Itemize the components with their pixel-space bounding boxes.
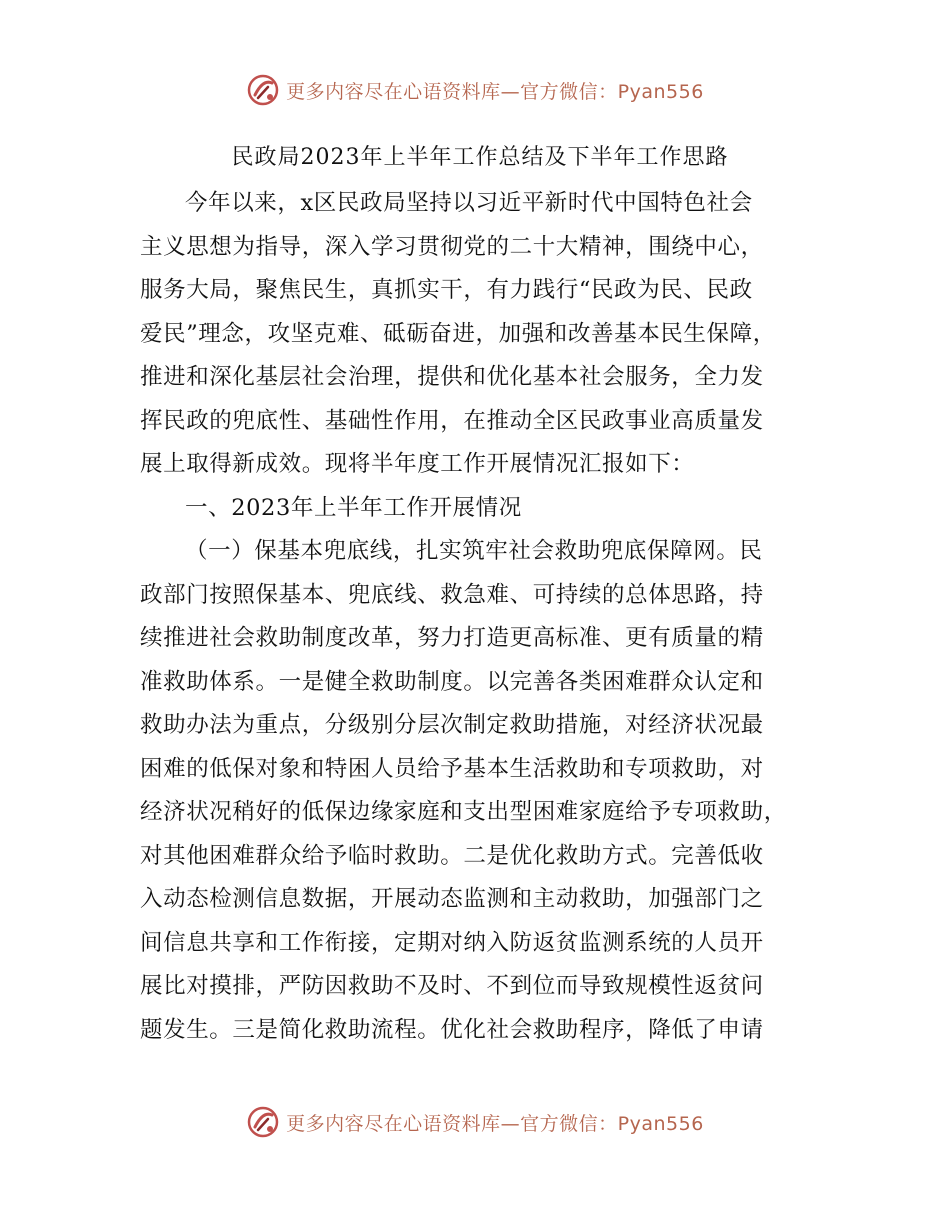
paragraph-line: 挥民政的兜底性、基础性作用，在推动全区民政事业高质量发	[140, 407, 764, 434]
paragraph-line: 主义思想为指导，深入学习贯彻党的二十大精神，围绕中心，	[140, 233, 764, 260]
paragraph-line: 展比对摸排，严防因救助不及时、不到位而导致规模性返贫问	[140, 973, 764, 999]
paragraph-line: 政部门按照保基本、兜底线、救急难、可持续的总体思路，持	[140, 581, 764, 608]
paragraph-line: 准救助体系。一是健全救助制度。以完善各类困难群众认定和	[140, 668, 764, 695]
paragraph-line: 服务大局，聚焦民生，真抓实干，有力践行“民政为民、民政	[140, 277, 753, 303]
document-body	[140, 138, 820, 1052]
paragraph-line: 推进和深化基层社会治理，提供和优化基本社会服务，全力发	[140, 364, 764, 390]
document-title: 民政局2023年上半年工作总结及下半年工作思路	[231, 145, 729, 170]
paragraph-line: 困难的低保对象和特困人员给予基本生活救助和专项救助，对	[140, 755, 764, 782]
paragraph-line: 展上取得新成效。现将半年度工作开展情况汇报如下：	[140, 451, 695, 477]
section-heading: 一、2023年上半年工作开展情况	[185, 494, 522, 521]
paragraph-line: 经济状况稍好的低保边缘家庭和支出型困难家庭给予专项救助，	[140, 799, 787, 825]
red-seal-logo-icon	[246, 73, 280, 107]
paragraph-line: 爱民”理念，攻坚克难、砥砺奋进，加强和改善基本民生保障，	[140, 320, 776, 347]
paragraph-line: 题发生。三是简化救助流程。优化社会救助程序，降低了申请	[140, 1016, 764, 1043]
paragraph-line: （一）保基本兜底线，扎实筑牢社会救助兜底保障网。民	[185, 538, 763, 564]
paragraph-line: 今年以来，x区民政局坚持以习近平新时代中国特色社会	[185, 190, 753, 216]
footer-banner-text: 更多内容尽在心语资料库—官方微信：Pyan556	[286, 1112, 704, 1135]
header-banner	[0, 70, 950, 110]
header-banner-text: 更多内容尽在心语资料库—官方微信：Pyan556	[286, 80, 704, 103]
red-seal-logo-icon	[246, 1105, 280, 1139]
footer-banner	[0, 1102, 950, 1142]
paragraph-line: 对其他困难群众给予临时救助。二是优化救助方式。完善低收	[140, 842, 764, 869]
paragraph-line: 间信息共享和工作衔接，定期对纳入防返贫监测系统的人员开	[140, 929, 764, 956]
paragraph-line: 续推进社会救助制度改革，努力打造更高标准、更有质量的精	[140, 625, 764, 651]
paragraph-line: 入动态检测信息数据，开展动态监测和主动救助，加强部门之	[140, 886, 764, 912]
paragraph-line: 救助办法为重点，分级别分层次制定救助措施，对经济状况最	[140, 712, 764, 738]
